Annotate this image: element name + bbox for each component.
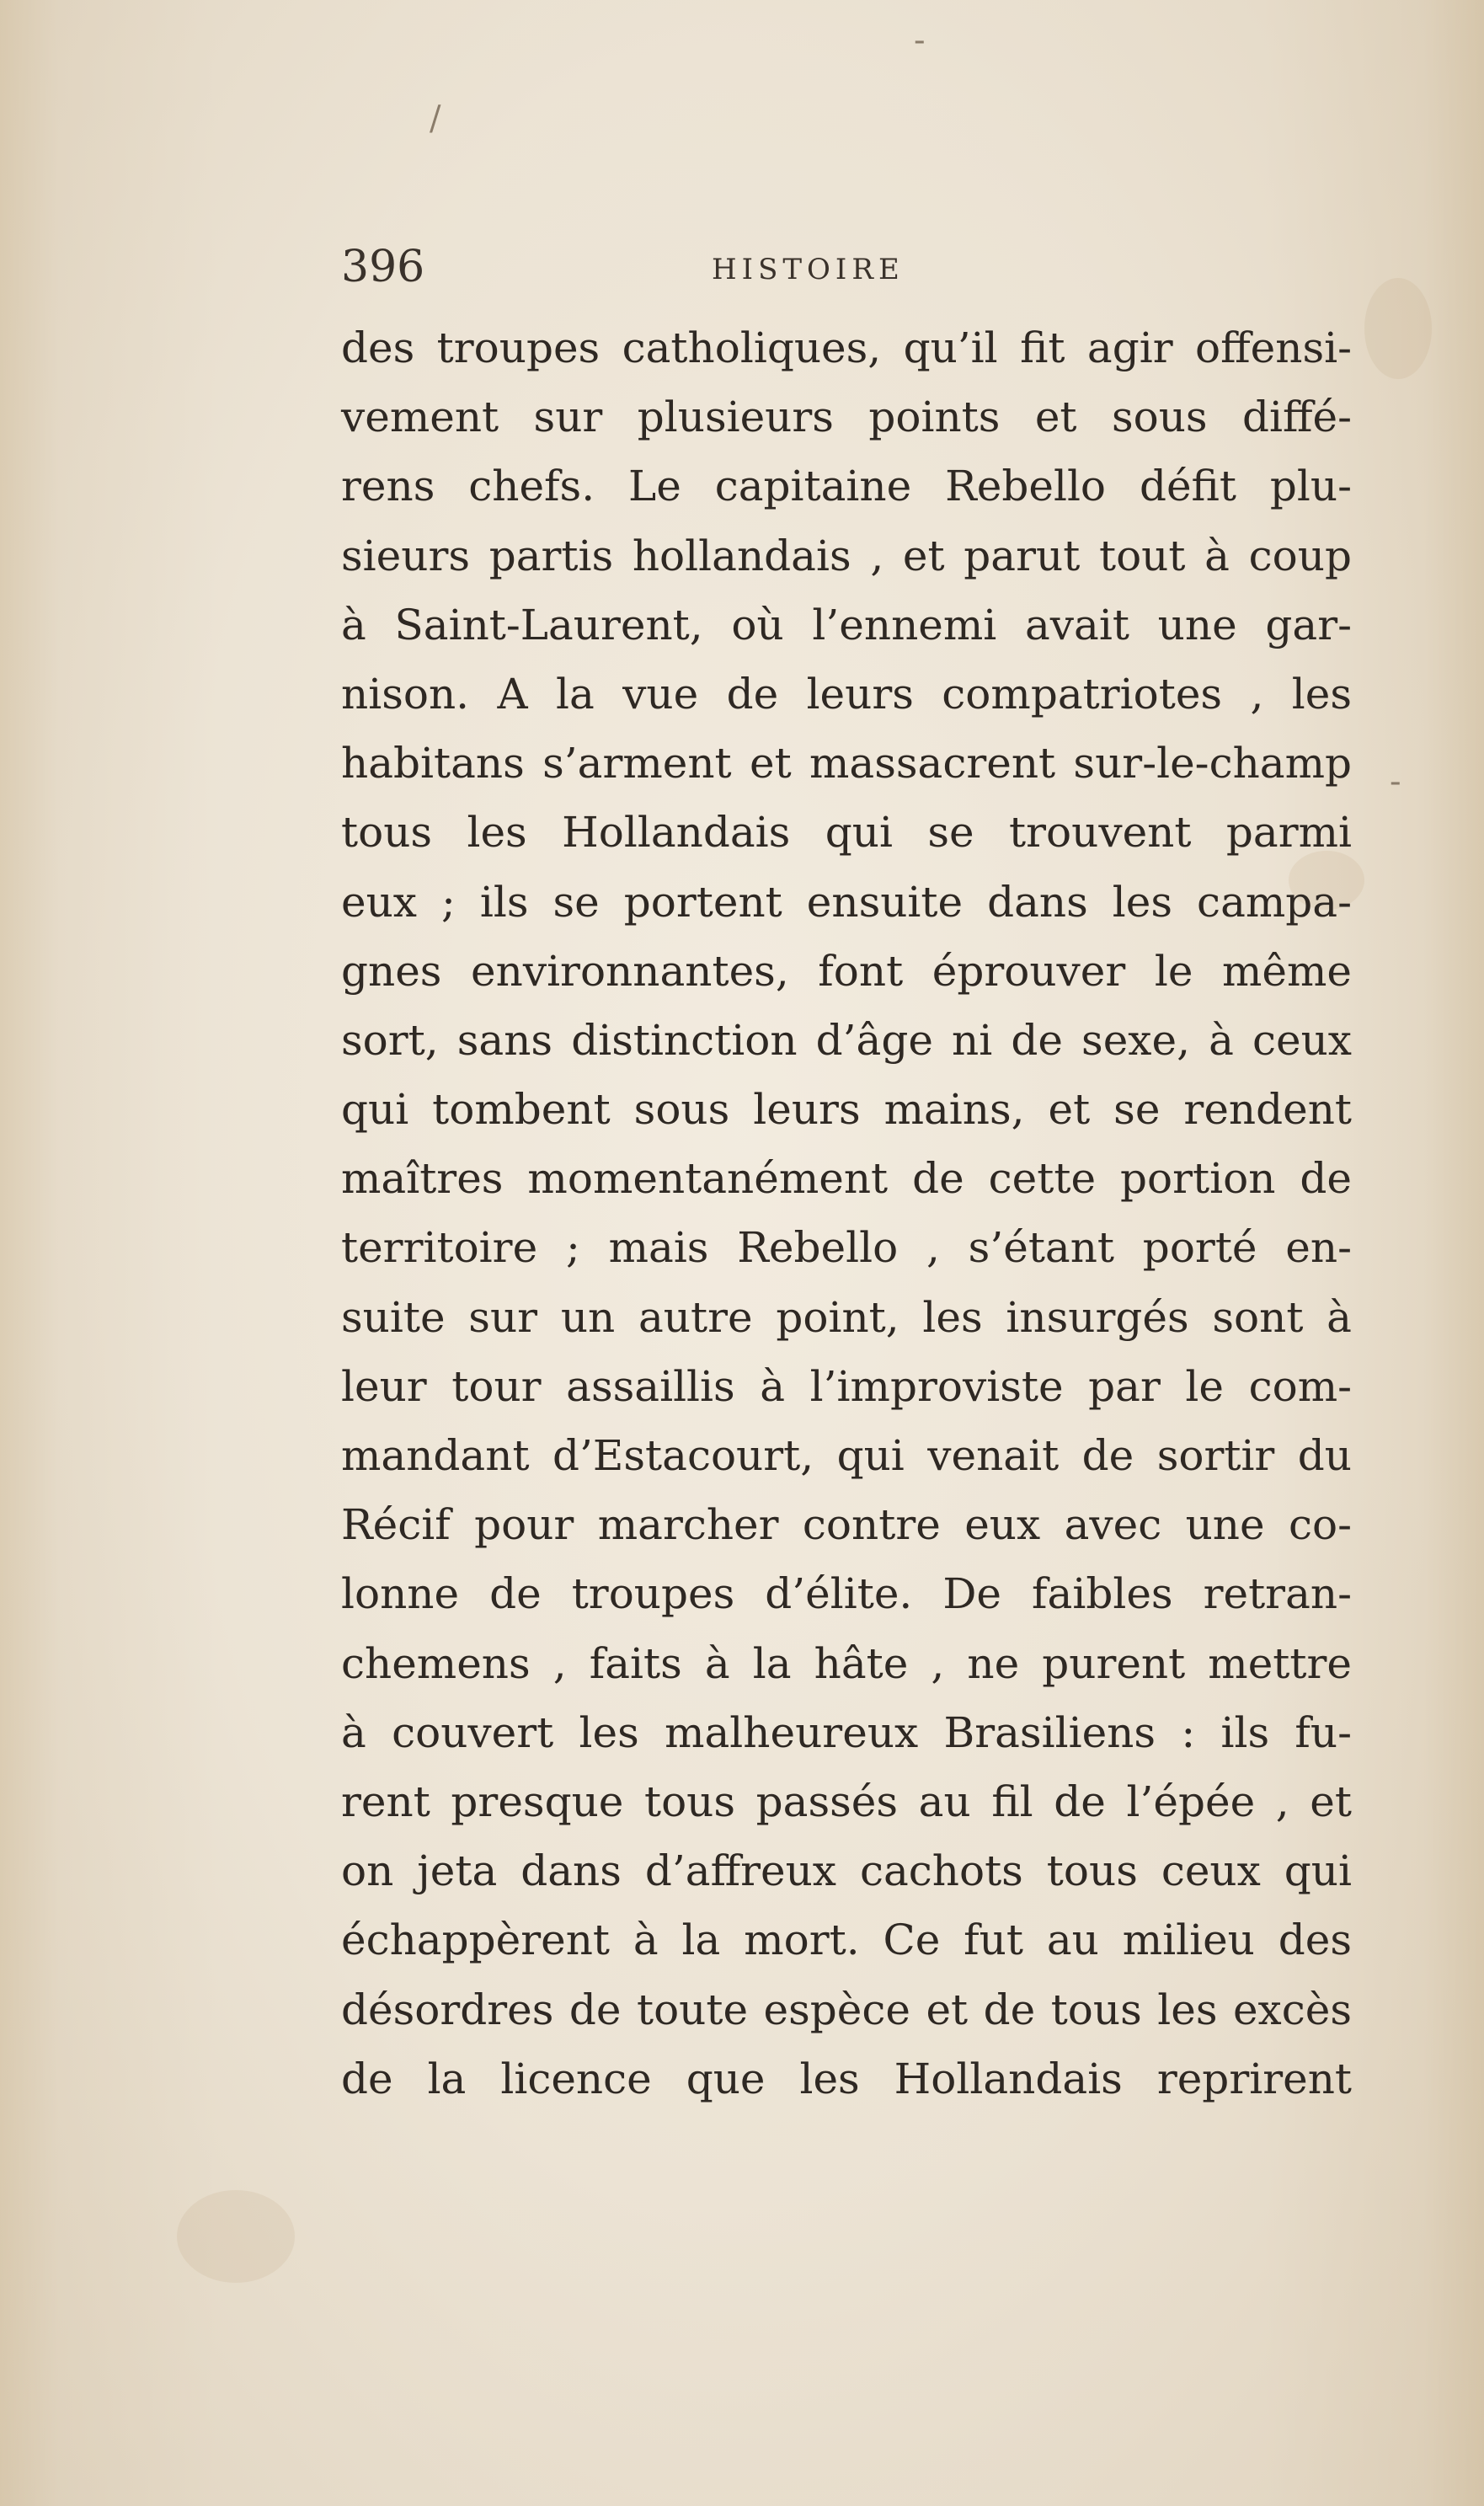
text-line: lonne de troupes d’élite. De faibles retran- [341,1569,1352,1619]
text-line: maîtres momentanément de cette portion de [341,1154,1352,1204]
text-line: gnes environnantes, font éprouver le même [341,946,1352,996]
page-number: 396 [341,242,425,292]
text-line: rent presque tous passés au fil de l’épée , et [341,1777,1352,1826]
text-line: sieurs partis hollandais , et parut tout à coup [341,531,1352,580]
text-line: des troupes catholiques, qu’il fit agir offensi- [341,323,1352,372]
pencil-mark: / [430,99,441,138]
text-line: mandant d’Estacourt, qui venait de sortir du [341,1431,1352,1480]
text-line: désordres de toute espèce et de tous les excès [341,1985,1352,2034]
text-line: suite sur un autre point, les insurgés sont à [341,1292,1352,1342]
text-line: leur tour assaillis à l’improviste par le com- [341,1361,1352,1411]
text-line: territoire ; mais Rebello , s’étant porté en- [341,1223,1352,1273]
text-line: tous les Hollandais qui se trouvent parmi [341,808,1352,858]
pencil-mark: - [914,21,926,60]
text-line: rens chefs. Le capitaine Rebello défit plu- [341,462,1352,511]
text-line: nison. A la vue de leurs compatriotes , les [341,669,1352,719]
text-line: vement sur plusieurs points et sous diffé- [341,393,1352,442]
page-header [341,238,1352,297]
text-line: eux ; ils se portent ensuite dans les campa- [341,877,1352,927]
text-line: à Saint-Laurent, où l’ennemi avait une gar- [341,600,1352,649]
running-head: HISTOIRE [712,253,905,286]
body-text [341,313,1352,2113]
text-line: à couvert les malheureux Brasiliens : ils fu- [341,1707,1352,1757]
pencil-mark: - [1390,762,1401,801]
text-line: échappèrent à la mort. Ce fut au milieu des [341,1916,1352,1965]
paper-stain [1364,278,1432,379]
text-line: de la licence que les Hollandais reprirent [341,2054,1352,2103]
paper-stain [177,2190,295,2283]
text-line: qui tombent sous leurs mains, et se rendent [341,1085,1352,1135]
text-line: chemens , faits à la hâte , ne purent mettre [341,1638,1352,1688]
text-line: habitans s’arment et massacrent sur-le-champ [341,739,1352,788]
text-line: sort, sans distinction d’âge ni de sexe, à ceux [341,1015,1352,1065]
text-line: on jeta dans d’affreux cachots tous ceux qui [341,1846,1352,1896]
text-line: Récif pour marcher contre eux avec une co- [341,1500,1352,1550]
